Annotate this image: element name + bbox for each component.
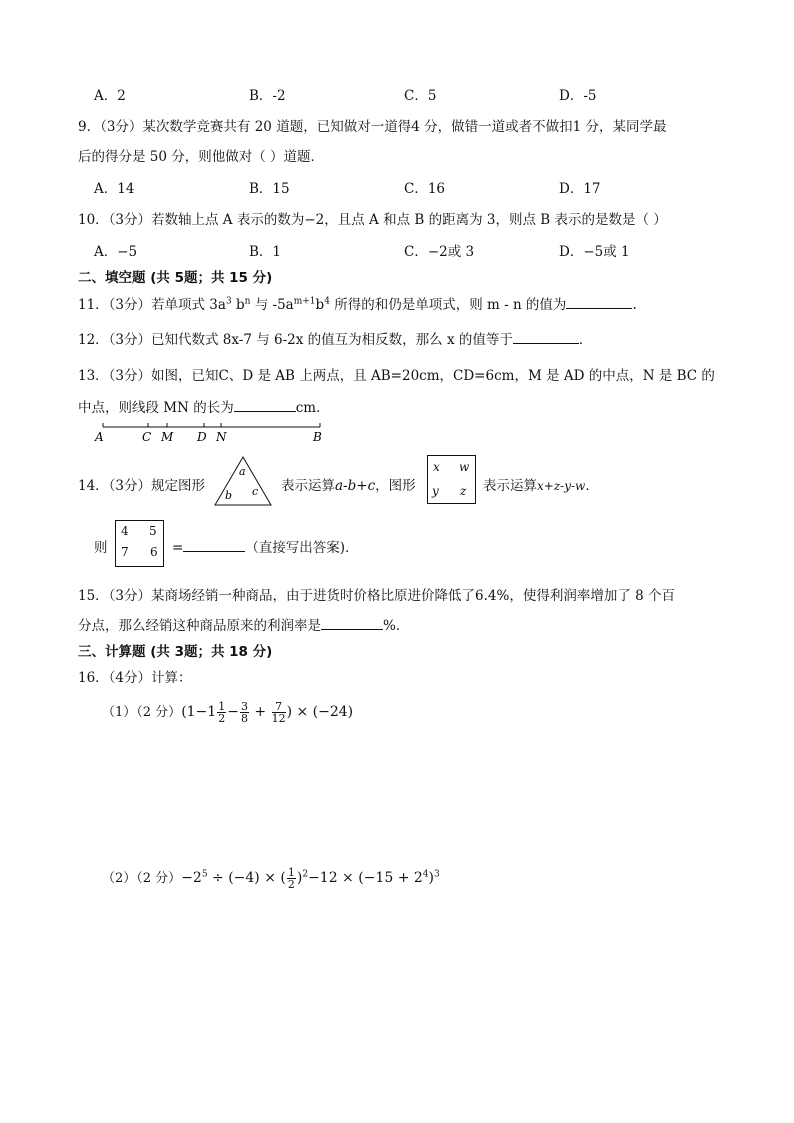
number-square-bottom-right: 6 [150,545,158,559]
q11-sup-3: m+1 [293,296,316,307]
label-a: A [95,430,104,444]
q16-p1-end: ) × (−24) [286,704,354,720]
number-square-top-left: 4 [121,524,129,538]
label-b: B [313,430,322,444]
q16-part2-label: （2）（2 分） [102,871,182,886]
q14-op1: a-b+c [335,478,376,494]
q13-line2-prefix: 中点，则线段 MN 的长为 [78,400,234,416]
q14-square-figure [427,455,476,504]
label-m: M [161,430,174,444]
q14-then: 则 [94,540,108,556]
q8-option-d: D．-5 [559,88,597,104]
q16-p1-fraction-3: $\frac{7}{12}$ [271,699,286,725]
q9-stem-line2: 后的得分是 50 分，则他做对（ ）道题． [78,149,325,165]
square-label-z: z [460,484,467,498]
q14-mid-text: 表示运算 [281,478,335,494]
q10-option-d: D．−5或 1 [559,244,630,260]
q15-line2-suffix: %． [383,618,410,634]
q11-mid-1: b [231,297,245,313]
q10-option-a: A．−5 [94,244,138,260]
q16-p1-open: (1−1 [181,704,217,720]
q16-p2-d: −12 × (−15 + 2 [308,870,423,886]
q16-part1 [102,700,353,725]
label-d: D [197,430,207,444]
q11-answer-blank[interactable] [566,294,632,309]
q8-option-c: C．5 [404,88,437,104]
q16-p1-minus: − [227,704,239,720]
q16-p2-fraction: $\frac{1}{2}$ [287,865,295,891]
q15-stem-line2 [78,614,409,634]
q14-answer-blank[interactable] [183,537,245,552]
q16-p1-plus: + [249,704,271,720]
q12-stem [78,328,592,348]
q9-option-d: D．17 [559,181,601,197]
number-square-top-right: 5 [149,524,157,538]
q14-answer-line [172,536,359,556]
square-label-x: x [433,460,440,474]
q9-stem-line1: 9．（3分）某次数学竞赛共有 20 道题，已知做对一道得4 分，做错一道或者不做扣1 分，某同学最 [78,119,667,135]
q14-op2: x+z-y-w [537,479,586,493]
q16-title: 16．（4分）计算： [78,670,192,686]
q11-mid-2: 与 -5a [250,297,294,313]
q15-line2-prefix: 分点，那么经销这种商品原来的利润率是 [78,618,321,634]
label-n: N [216,430,227,444]
q9-option-b: B．15 [249,181,290,197]
q16-part2 [102,866,440,891]
q16-p2-sup4: 4 [422,869,429,880]
q16-p2-e: ) [428,870,434,886]
q11-end: . [632,297,637,313]
q12-text: 12．（3分）已知代数式 8x-7 与 6-2x 的值互为相反数，那么 x 的值等于 [78,332,513,348]
q14-eq: = [172,540,184,556]
q16-part1-label: （1）（2 分） [102,705,182,720]
q14-triangle-figure [213,455,273,507]
q13-answer-blank[interactable] [234,397,296,412]
q16-p2-c: ) [296,870,303,886]
q10-option-c: C．−2或 3 [404,244,475,260]
q14-tail-text: （直接写出答案)． [245,540,359,556]
q13-segment-diagram [90,420,330,448]
q16-p2-sup2: 2 [302,869,309,880]
q14-mid [281,474,416,494]
q11-suffix: 所得的和仍是单项式，则 m - n 的值为 [329,297,567,313]
q11-sup-4: 4 [324,296,330,307]
q14-end: ． [585,478,599,494]
square-label-w: w [459,460,470,474]
q12-answer-blank[interactable] [513,329,579,344]
section-heading-fill-in: 二、填空题 (共 5题；共 15 分) [78,270,273,286]
q16-p2-b: ÷ (−4) × ( [207,870,286,886]
triangle-label-b: b [225,489,233,502]
q13-stem-line1: 13．（3分）如图，已知C、D 是 AB 上两点，且 AB=20cm，CD=6cm，M 是 AD 的中点，N 是 BC 的 [78,368,715,384]
q15-stem-line1: 15．（3分）某商场经销一种商品，由于进货时价格比原进价降低了6.4%，使得利润率增加了 8 个百 [78,588,675,604]
q13-line2-suffix: cm． [295,400,330,416]
q14-mid2: 表示运算 [483,478,537,494]
triangle-label-a: a [239,465,246,478]
q11-sup-2: n [244,296,251,307]
q14-comma: ，图形 [375,478,416,494]
q9-option-a: A．14 [94,181,135,197]
q9-option-c: C．16 [404,181,446,197]
q15-answer-blank[interactable] [321,615,383,630]
q10-stem: 10．（3分）若数轴上点 A 表示的数为−2，且点 A 和点 B 的距离为 3，则点 B 表示的是数是（ ） [78,212,667,228]
q11-mid-3: b [315,297,325,313]
q14-tail [483,474,599,494]
section-heading-calculation: 三、计算题 (共 3题；共 18 分) [78,644,273,660]
q11-prefix: 11．（3分）若单项式 3a [78,297,226,313]
number-square-bottom-left: 7 [121,545,129,559]
q16-p1-fraction-1: $\frac{1}{2}$ [218,699,226,725]
q13-stem-line2 [78,396,330,416]
square-label-y: y [432,484,439,498]
q16-p2-sup5: 5 [201,869,208,880]
q10-option-b: B．1 [249,244,282,260]
q12-end: ． [578,332,593,348]
q14-prefix: 14．（3分）规定图形 [78,478,206,494]
q11-stem [78,293,637,313]
q8-option-a: A．2 [94,88,126,104]
q16-p1-fraction-2: $\frac{3}{8}$ [240,699,248,725]
q11-sup-1: 3 [225,296,232,307]
label-c: C [142,430,152,444]
q8-option-b: B．-2 [249,88,286,104]
triangle-label-c: c [252,485,259,498]
q14-number-square [115,520,164,567]
q16-p2-a: −2 [181,870,202,886]
q16-p2-sup3: 3 [434,869,440,880]
